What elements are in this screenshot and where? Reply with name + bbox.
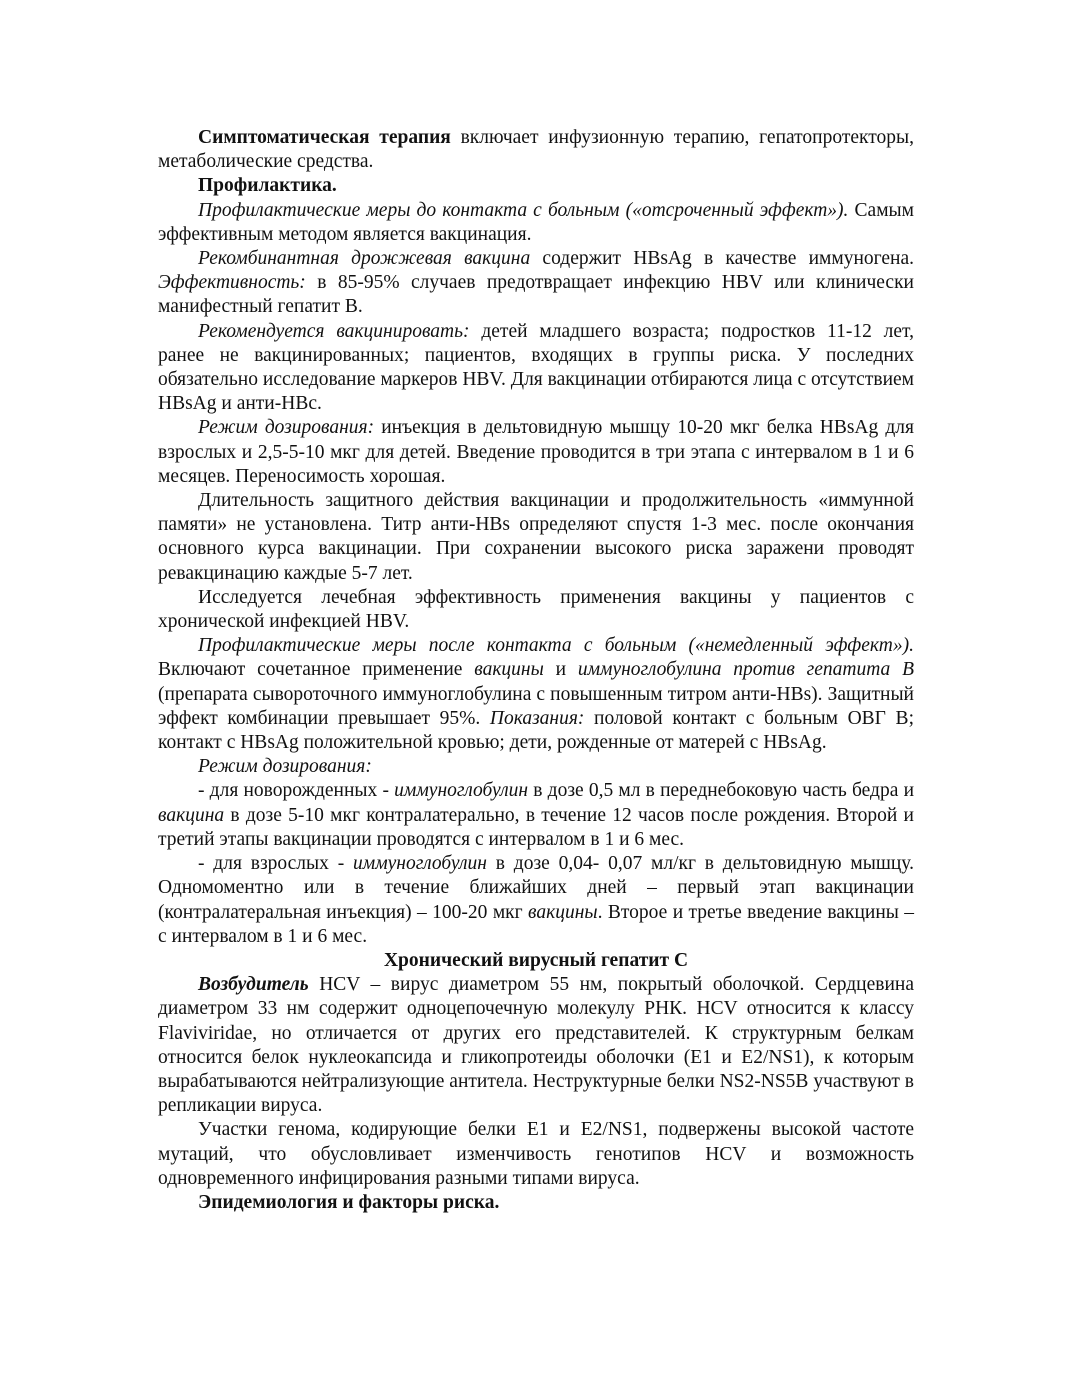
text: в дозе 0,5 мл в переднебоковую часть бедра и — [528, 780, 915, 802]
text: Самым эффективным методом является вакцинация. — [158, 199, 914, 245]
italic-lead: Рекомендуется вакцинировать: — [198, 320, 470, 342]
term-symptomatic-therapy: Симптоматическая терапия — [198, 127, 451, 148]
text: инъекция в дельтовидную мышцу 10-20 мкг белка HBsAg для взрослых и 2,5-5-10 мкг для детей. Введение проводится в три этапа с интервалом в 1 и 6 месяцев. Переносимость хорошая. — [158, 417, 914, 487]
text: содержит HBsAg в качестве иммуногена. — [530, 248, 914, 270]
section-heading-hepatitis-c — [158, 949, 914, 973]
paragraph-newborn-dosing — [158, 779, 914, 852]
italic-term: иммуноглобулина против гепатита В — [577, 659, 914, 681]
text: - для взрослых - — [198, 853, 354, 875]
document-page — [158, 126, 914, 1215]
text: Исследуется лечебная эффективность применения вакцины у пациентов с хронической инфекцией HBV. — [158, 586, 914, 633]
text: HCV – вирус диаметром 55 нм, покрытый оболочкой. Сердцевина диаметром 33 нм содержит одноцепочечную молекулу РНК. HCV относится к классу Flaviviridae, но отличается от других его представителей. К структурным белкам относится белок нуклеокапсида и гликопротеиды оболочки (E1 и E2/NS1), к которым вырабатываются нейтрализующие антитела. Неструктурные белки NS2-NS5B участвуют в репликации вируса. — [158, 974, 914, 1117]
text: (препарата сывороточного иммуноглобулина с повышенным титром анти-HBs). Защитный эффект комбинации превышает 95%. — [158, 683, 914, 729]
text: в дозе 5-10 мкг контралатерально, в течение 12 часов после рождения. Второй и третий этапы вакцинации проводятся с интервалом в 1 и 6 мес. — [158, 804, 914, 850]
paragraph-symptomatic-therapy — [158, 126, 914, 174]
paragraph-recombinant-vaccine — [158, 247, 914, 320]
text: и — [543, 659, 578, 681]
bold-italic-term: Возбудитель — [198, 974, 309, 996]
italic-term: иммуноглобулин — [353, 853, 487, 875]
heading-text: Профилактика. — [198, 175, 337, 197]
text: Участки генома, кодирующие белки E1 и E2/NS1, подвержены высокой частоте мутаций, что обусловливает изменчивость генотипов HCV и возможность одновременного инфицирования разными типами вируса. — [158, 1119, 914, 1189]
italic-lead: Режим дозирования: — [198, 756, 372, 778]
text: Включают сочетанное применение — [158, 659, 475, 681]
paragraph-post-contact-measures — [158, 634, 914, 755]
text: . Второе и третье введение вакцины – с интервалом в 1 и 6 мес. — [158, 901, 915, 947]
heading-text: Хронический вирусный гепатит С — [383, 949, 689, 971]
paragraph-dosing-regimen-2 — [158, 755, 914, 779]
section-heading-prophylaxis — [158, 174, 914, 198]
italic-lead: Профилактические меры после контакта с больным («немедленный эффект»). — [198, 635, 914, 657]
text: - для новорожденных - — [198, 780, 395, 802]
italic-term: вакцина — [158, 804, 225, 826]
text: детей младшего возраста; подростков 11-12 лет, ранее не вакцинированных; пациентов, входящих в группы риска. У последних обязательно исследование маркеров HBV. Для вакцинации отбираются лица с отсутствием HBsAg и анти-HBc. — [158, 320, 914, 415]
italic-lead: Режим дозирования: — [198, 417, 375, 439]
paragraph-pre-contact-measures — [158, 199, 914, 247]
text: в дозе 0,04- 0,07 мл/кг в дельтовидную мышцу. Одномоментно или в течение ближайших дней – первый этап вакцинации (контралатеральная инъекция) – 100-20 мкг — [158, 853, 914, 923]
paragraph-pathogen — [158, 973, 914, 1118]
italic-term: Эффективность: — [158, 272, 306, 294]
text: половой контакт с больным ОВГ В; контакт с HBsAg положительной кровью; дети, рожденные от матерей с HBsAg. — [158, 707, 914, 754]
paragraph-adult-dosing — [158, 852, 914, 949]
text: включает инфузионную терапию, гепатопротекторы, метаболические средства. — [158, 127, 914, 173]
italic-lead: Профилактические меры до контакта с больным («отсроченный эффект»). — [198, 199, 849, 221]
italic-term: вакцины — [528, 901, 598, 923]
text: в 85-95% случаев предотвращает инфекцию HBV или клинически манифестный гепатит В. — [158, 272, 914, 318]
italic-lead: Рекомбинантная дрожжевая вакцина — [198, 248, 531, 270]
section-heading-epidemiology — [158, 1191, 914, 1215]
italic-term: иммуноглобулин — [394, 780, 529, 802]
text: Длительность защитного действия вакцинации и продолжительность «иммунной памяти» не установлена. Титр анти-HBs определяют спустя 1-3 мес. после окончания основного курса вакцинации. При сохранении высокого риска заражени проводят ревакцинацию каждые 5-7 лет. — [158, 490, 914, 584]
italic-term: Показания: — [489, 707, 585, 729]
heading-text: Эпидемиология и факторы риска. — [198, 1191, 500, 1213]
paragraph-recommended-vaccinate — [158, 320, 914, 417]
italic-term: вакцины — [474, 659, 544, 681]
paragraph-protection-duration — [158, 489, 914, 586]
paragraph-genome-regions — [158, 1118, 914, 1191]
paragraph-dosing-regimen — [158, 416, 914, 489]
paragraph-therapeutic-efficacy — [158, 586, 914, 634]
